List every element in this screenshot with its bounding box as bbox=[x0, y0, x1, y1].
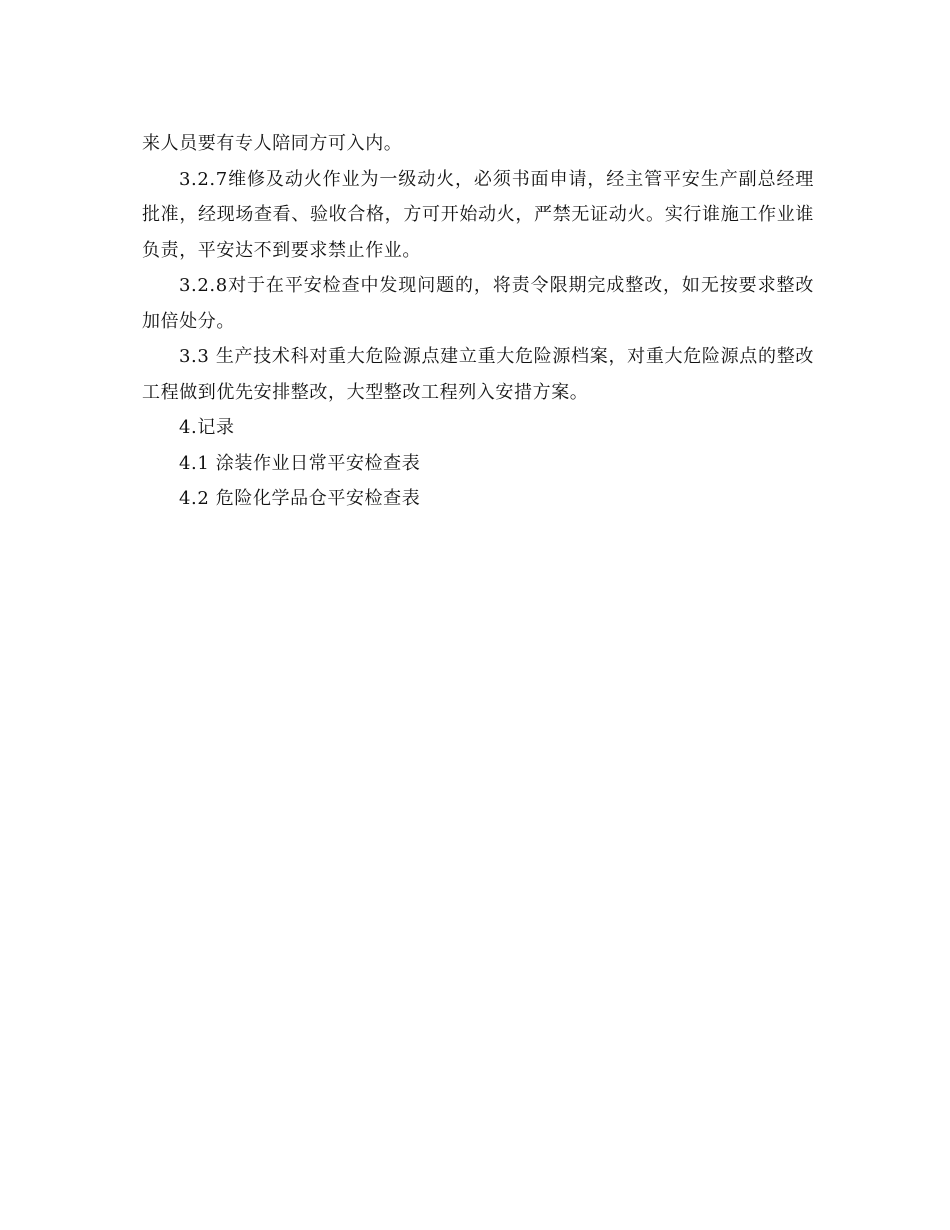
paragraph-3-2-8: 3.2.8对于在平安检查中发现问题的，将责令限期完成整改，如无按要求整改加倍处分。 bbox=[142, 275, 814, 332]
document-body bbox=[142, 126, 814, 517]
paragraph-3-3: 3.3 生产技术科对重大危险源点建立重大危险源档案，对重大危险源点的整改工程做到优先安排整改，大型整改工程列入安措方案。 bbox=[142, 346, 814, 403]
paragraph-3-2-7: 3.2.7维修及动火作业为一级动火，必须书面申请，经主管平安生产副总经理批准，经现场查看、验收合格，方可开始动火，严禁无证动火。实行谁施工作业谁负责，平安达不到要求禁止作业。 bbox=[142, 168, 814, 261]
record-item-4-1: 4.1 涂装作业日常平安检查表 bbox=[179, 452, 421, 474]
record-item-4-2: 4.2 危险化学品仓平安检查表 bbox=[179, 488, 421, 509]
paragraph-continuation: 来人员要有专人陪同方可入内。 bbox=[142, 133, 403, 154]
section-heading-records: 4.记录 bbox=[179, 417, 235, 438]
